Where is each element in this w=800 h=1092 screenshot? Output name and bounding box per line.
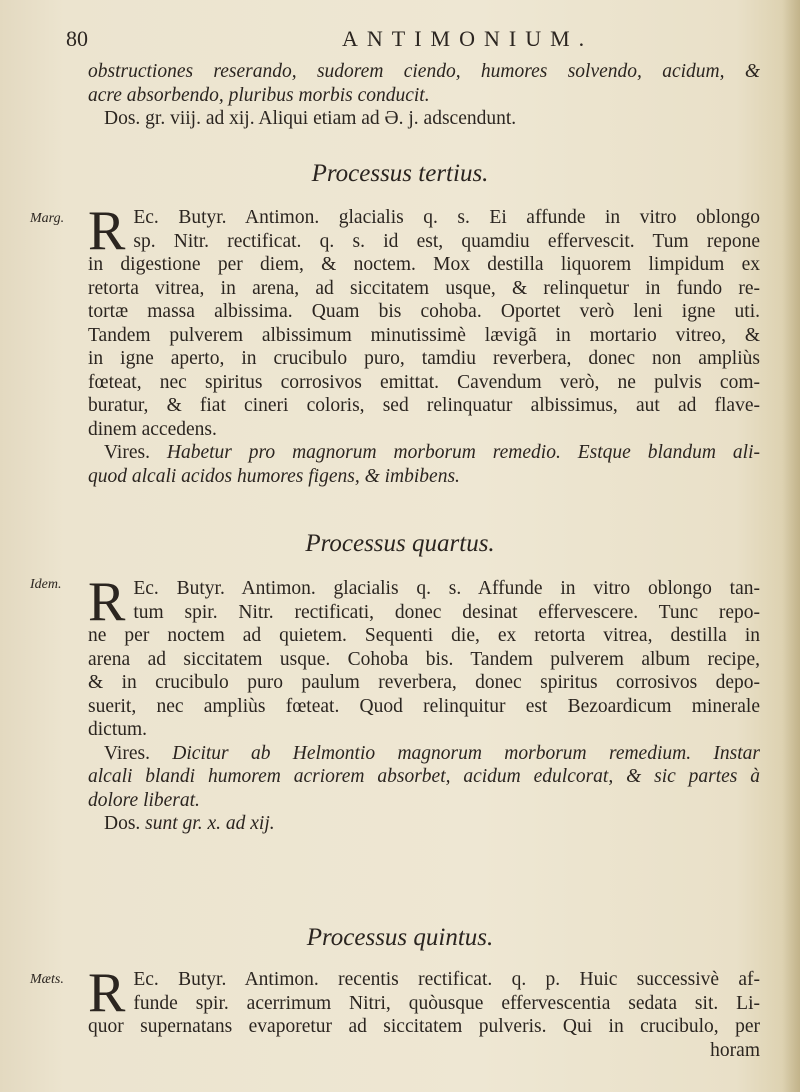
page-header (0, 18, 800, 52)
vires-label: Vires. (104, 442, 150, 463)
margin-note: Mæts. (30, 972, 64, 987)
text-line: in igne aperto, in crucibulo puro, tamdiu reverbera, donec non ampliùs (88, 348, 760, 369)
drop-cap: R (88, 571, 126, 633)
text-line: in digestione per diem, & noctem. Mox destilla liquorem limpidum ex (88, 254, 760, 275)
text-line: quod alcali acidos humores figens, & imbibens. (88, 465, 460, 487)
text-line: Ec. Butyr. Antimon. glacialis q. s. Affunde in vitro oblongo tan- (133, 578, 760, 599)
text-line: quor supernatans evaporetur ad siccitatem pulveris. Qui in crucibulo, per (88, 1016, 760, 1037)
margin-note: Idem. (30, 577, 62, 592)
text-line: Ec. Butyr. Antimon. recentis rectificat. q. p. Huic successivè af- (133, 969, 760, 990)
text-line: alcali blandi humorem acriorem absorbet, acidum edulcorat, & sic partes à (88, 766, 760, 787)
dose-label: Dos. (104, 813, 141, 834)
drop-cap: R (88, 962, 126, 1024)
vires-line (88, 441, 760, 465)
dose-line: Dos. gr. viij. ad xij. Aliqui etiam ad Ə. j. adscendunt. (104, 108, 517, 129)
text-line: obstructiones reserando, sudorem ciendo, humores solvendo, acidum, & (88, 61, 760, 82)
intro-paragraph (88, 60, 760, 131)
margin-note: Marg. (30, 211, 65, 226)
section-body (88, 200, 761, 488)
vires-text: Habetur pro magnorum morborum remedio. Estque blandum ali- (166, 442, 761, 463)
text-line: suerit, nec ampliùs fœteat. Quod relinquitur est Bezoardicum minerale (88, 695, 760, 717)
section-body (88, 962, 760, 1062)
text-line: retorta vitrea, in arena, ad siccitatem usque, & relinquetur in fundo re- (88, 277, 760, 299)
text-line: dolore liberat. (88, 789, 200, 811)
vires-text: Dicitur ab Helmontio magnorum morborum remedium. Instar (172, 742, 761, 764)
dose-text: sunt gr. x. ad xij. (145, 813, 275, 834)
text-line: tum spir. Nitr. rectificati, donec desinat effervescere. Tunc repo- (133, 601, 760, 623)
section-heading: Processus quintus. (306, 924, 494, 951)
text-line: & in crucibulo puro paulum reverbera, donec spiritus corrosivos depo- (88, 672, 760, 693)
text-line: funde spir. acerrimum Nitri, quòusque effervescentia sedata sit. Li- (133, 992, 760, 1014)
catchword: horam (710, 1039, 760, 1061)
text-line: ne per noctem ad quietem. Sequenti die, ex retorta vitrea, destilla in (88, 625, 760, 646)
text-line: buratur, & fiat cineri coloris, sed relinquatur albissimus, aut ad flave- (88, 395, 760, 416)
dose-line (88, 812, 760, 836)
vires-label: Vires. (104, 742, 150, 764)
running-head: ANTIMONIUM. (342, 26, 594, 51)
text-line: dictum. (88, 719, 148, 740)
section-body (88, 571, 761, 836)
drop-cap: R (88, 200, 126, 262)
text-line: arena ad siccitatem usque. Cohoba bis. Tandem pulverem album recipe, (88, 648, 760, 670)
text-line: fœteat, nec spiritus corrosivos emittat. Cavendum verò, ne pulvis com- (88, 371, 760, 393)
text-line: acre absorbendo, pluribus morbis conducit. (88, 84, 430, 106)
section-heading: Processus quartus. (305, 530, 495, 557)
text-line: dinem accedens. (88, 418, 217, 440)
text-line: tortæ massa albissima. Quam bis cohoba. Oportet verò leni igne uti. (88, 301, 760, 322)
page-number: 80 (66, 26, 88, 51)
text-line: sp. Nitr. rectificat. q. s. id est, quamdiu effervescit. Tum repone (133, 230, 760, 252)
text-line: Ec. Butyr. Antimon. glacialis q. s. Ei affunde in vitro oblongo (133, 207, 760, 228)
vires-line (88, 742, 760, 766)
section-heading: Processus tertius. (311, 160, 489, 187)
text-line: Tandem pulverem albissimum minutissimè lævigã in mortario vitreo, & (88, 324, 760, 346)
